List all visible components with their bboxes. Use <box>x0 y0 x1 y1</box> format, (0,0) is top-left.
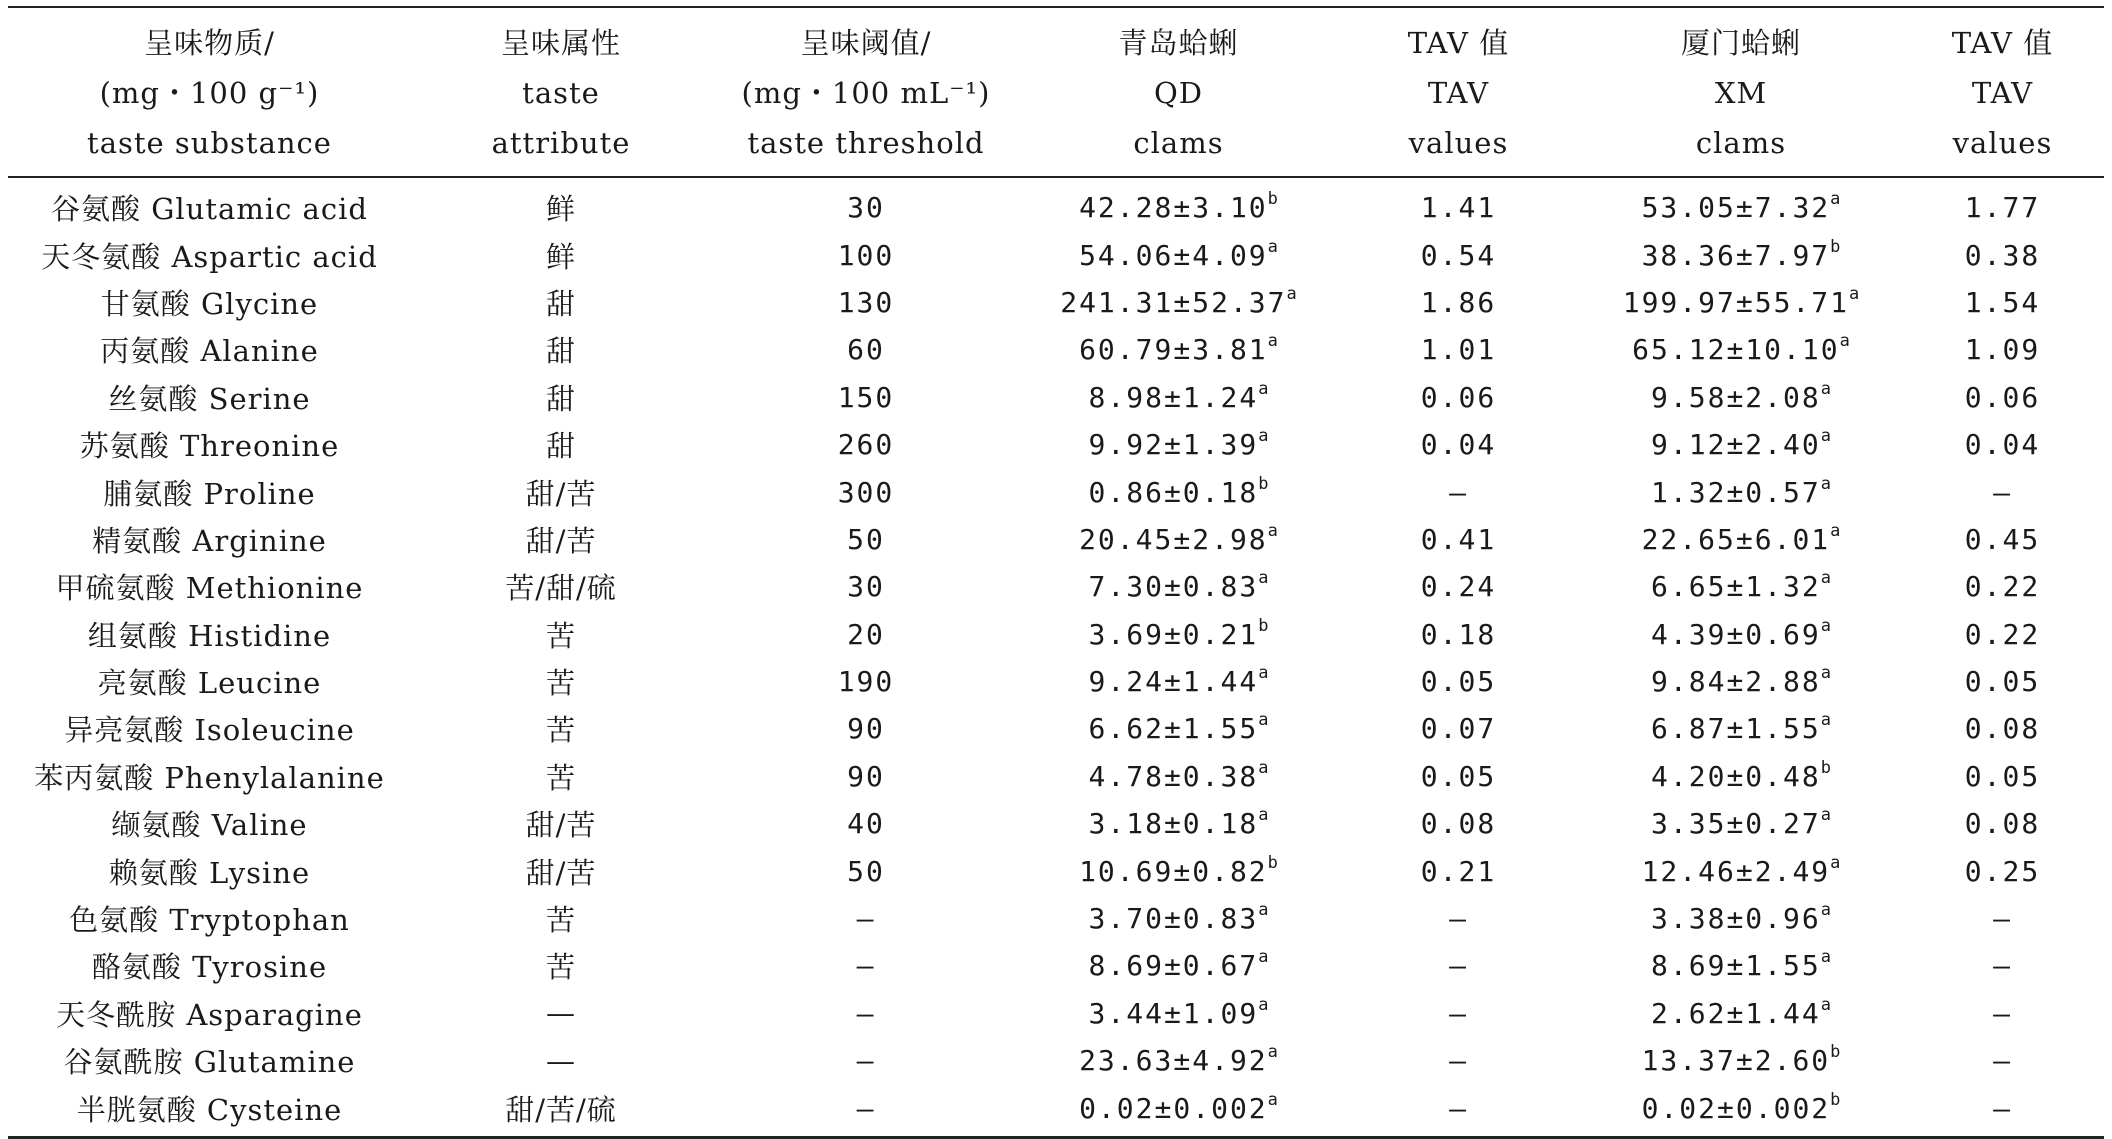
cell-qd-tav: — <box>1449 475 1468 509</box>
header-substance-cn: 呈味物质/ <box>144 26 275 60</box>
cell-xm-tav: — <box>1993 475 2012 509</box>
table-row <box>8 942 2104 989</box>
cell-xm-tav: 0.45 <box>1964 522 2041 556</box>
header-xm-tav-values: values <box>1901 118 2104 177</box>
cell-xm-tav: 0.08 <box>1964 712 2041 746</box>
cell-attribute: 苦 <box>545 618 576 653</box>
cell-attribute: 苦 <box>545 760 576 795</box>
cell-qd <box>1021 1037 1336 1084</box>
header-xm-cn: 厦门蛤蜊 <box>1680 26 1801 60</box>
header-row-2 <box>8 68 2104 118</box>
cell-qd <box>1021 753 1336 800</box>
header-threshold-cn: 呈味阈值/ <box>800 26 932 60</box>
cell-xm-tav: 0.38 <box>1964 238 2041 272</box>
qd-significance: a <box>1258 900 1269 921</box>
qd-significance: a <box>1267 1089 1278 1110</box>
qd-value: 3.18±0.18 <box>1088 807 1259 841</box>
cell-attribute: 鲜 <box>545 239 576 274</box>
xm-significance: a <box>1830 189 1841 210</box>
cell-qd-tav: 0.04 <box>1420 428 1497 462</box>
cell-attribute: 苦 <box>545 713 576 748</box>
qd-value: 4.78±0.38 <box>1088 759 1259 793</box>
xm-significance: a <box>1849 283 1860 304</box>
cell-qd-tav: 0.54 <box>1420 238 1497 272</box>
xm-value: 0.02±0.002 <box>1641 1091 1831 1125</box>
qd-value: 0.86±0.18 <box>1088 475 1259 509</box>
cell-xm <box>1581 1037 1901 1084</box>
xm-value: 4.20±0.48 <box>1651 759 1821 793</box>
cell-qd <box>1021 1084 1336 1131</box>
table-row <box>8 516 2104 563</box>
cell-substance: 酪氨酸 Tyrosine <box>91 950 328 985</box>
cell-qd-tav: 0.07 <box>1420 712 1497 746</box>
xm-value: 4.39±0.69 <box>1651 617 1821 651</box>
qd-significance: a <box>1258 568 1269 589</box>
qd-value: 9.24±1.44 <box>1088 665 1259 699</box>
cell-xm <box>1581 177 1901 231</box>
cell-threshold: — <box>856 902 876 936</box>
header-attribute-en-2: attribute <box>411 118 711 177</box>
cell-qd-tav: — <box>1449 949 1468 983</box>
xm-significance: a <box>1830 852 1841 873</box>
qd-value: 23.63±4.92 <box>1079 1044 1268 1078</box>
qd-value: 3.44±1.09 <box>1088 996 1259 1030</box>
cell-qd-tav: 0.05 <box>1420 665 1497 699</box>
qd-value: 7.30±0.83 <box>1088 570 1259 604</box>
header-attribute-cn: 呈味属性 <box>500 26 621 60</box>
cell-substance: 组氨酸 Histidine <box>87 618 332 653</box>
cell-xm-tav: — <box>1993 1044 2012 1078</box>
cell-substance: 甲硫氨酸 Methionine <box>55 571 364 606</box>
cell-qd <box>1021 705 1336 752</box>
cell-qd <box>1021 942 1336 989</box>
header-xm-en: clams <box>1581 118 1901 177</box>
cell-substance: 谷氨酰胺 Glutamine <box>63 1045 356 1080</box>
cell-attribute: 甜/苦 <box>525 476 597 511</box>
xm-value: 9.12±2.40 <box>1651 428 1821 462</box>
cell-substance: 天冬氨酸 Aspartic acid <box>41 239 378 274</box>
header-xm-tav-en: TAV <box>1971 76 2034 110</box>
qd-value: 9.92±1.39 <box>1088 428 1259 462</box>
cell-xm-tav: — <box>1993 996 2012 1030</box>
xm-value: 38.36±7.97 <box>1641 238 1831 272</box>
cell-qd-tav: — <box>1449 1091 1468 1125</box>
qd-significance: a <box>1258 710 1269 731</box>
table-row <box>8 611 2104 658</box>
cell-qd-tav: — <box>1449 996 1468 1030</box>
xm-value: 6.87±1.55 <box>1651 712 1821 746</box>
xm-significance: a <box>1820 994 1831 1015</box>
header-xm-tav-cn: TAV 值 <box>1951 26 2054 60</box>
qd-significance: a <box>1258 757 1269 778</box>
qd-significance: b <box>1267 852 1278 873</box>
qd-significance: b <box>1267 189 1278 210</box>
cell-xm <box>1581 847 1901 894</box>
xm-value: 1.32±0.57 <box>1651 475 1821 509</box>
cell-qd <box>1021 421 1336 468</box>
qd-value: 20.45±2.98 <box>1079 522 1268 556</box>
header-substance-unit: (mg・100 g⁻¹) <box>99 76 320 110</box>
qd-value: 60.79±3.81 <box>1079 333 1268 367</box>
cell-xm-tav: — <box>1993 949 2012 983</box>
xm-significance: a <box>1820 947 1831 968</box>
cell-qd <box>1021 847 1336 894</box>
header-qd-tav-en: TAV <box>1427 76 1490 110</box>
cell-qd <box>1021 563 1336 610</box>
xm-significance: b <box>1830 236 1841 257</box>
xm-significance: b <box>1830 1042 1841 1063</box>
qd-value: 42.28±3.10 <box>1079 191 1268 225</box>
xm-significance: a <box>1830 520 1841 541</box>
xm-significance: a <box>1820 710 1831 731</box>
xm-significance: a <box>1820 473 1831 494</box>
xm-significance: a <box>1820 615 1831 636</box>
qd-significance: a <box>1258 426 1269 447</box>
xm-significance: a <box>1820 805 1831 826</box>
table-header <box>8 0 2104 177</box>
cell-attribute: — <box>546 1043 576 1078</box>
cell-attribute: — <box>546 996 576 1031</box>
xm-significance: a <box>1820 663 1831 684</box>
cell-substance: 脯氨酸 Proline <box>103 476 316 511</box>
cell-attribute: 鲜 <box>545 192 576 227</box>
table-row <box>8 658 2104 705</box>
cell-threshold: 50 <box>847 854 885 888</box>
cell-qd-tav: — <box>1449 1044 1468 1078</box>
header-qd-code: QD <box>1153 76 1204 110</box>
cell-substance: 精氨酸 Arginine <box>92 523 327 558</box>
cell-threshold: 100 <box>837 238 895 272</box>
cell-substance: 异亮氨酸 Isoleucine <box>64 713 355 748</box>
cell-qd-tav: 0.21 <box>1420 854 1497 888</box>
table-row <box>8 468 2104 515</box>
cell-xm <box>1581 279 1901 326</box>
cell-qd <box>1021 177 1336 231</box>
cell-qd-tav: 0.18 <box>1420 617 1497 651</box>
cell-threshold: 20 <box>847 617 885 651</box>
cell-threshold: 130 <box>837 285 895 319</box>
cell-threshold: 50 <box>847 522 885 556</box>
cell-qd <box>1021 326 1336 373</box>
xm-value: 12.46±2.49 <box>1641 854 1831 888</box>
cell-qd-tav: 1.86 <box>1420 285 1497 319</box>
xm-value: 22.65±6.01 <box>1641 522 1831 556</box>
qd-significance: a <box>1258 994 1269 1015</box>
cell-xm <box>1581 516 1901 563</box>
cell-attribute: 甜/苦 <box>525 808 597 843</box>
cell-qd <box>1021 990 1336 1037</box>
cell-substance: 丙氨酸 Alanine <box>100 334 319 369</box>
table-row <box>8 421 2104 468</box>
cell-qd <box>1021 374 1336 421</box>
cell-threshold: 190 <box>837 665 895 699</box>
table-row <box>8 1037 2104 1084</box>
xm-significance: a <box>1839 331 1850 352</box>
xm-significance: a <box>1820 900 1831 921</box>
cell-xm-tav: 0.05 <box>1964 759 2041 793</box>
qd-significance: a <box>1267 1042 1278 1063</box>
header-row-1 <box>8 0 2104 68</box>
qd-value: 0.02±0.002 <box>1079 1091 1268 1125</box>
cell-xm <box>1581 895 1901 942</box>
cell-substance: 半胱氨酸 Cysteine <box>76 1092 343 1127</box>
cell-qd <box>1021 895 1336 942</box>
table-row <box>8 1084 2104 1131</box>
cell-qd-tav: 0.24 <box>1420 570 1497 604</box>
xm-value: 3.35±0.27 <box>1651 807 1821 841</box>
cell-threshold: 260 <box>837 428 895 462</box>
cell-xm <box>1581 705 1901 752</box>
cell-substance: 赖氨酸 Lysine <box>108 855 311 890</box>
qd-value: 8.69±0.67 <box>1088 949 1259 983</box>
cell-attribute: 苦/甜/硫 <box>505 571 617 606</box>
cell-qd <box>1021 611 1336 658</box>
cell-threshold: — <box>856 1091 876 1125</box>
cell-attribute: 苦 <box>545 950 576 985</box>
cell-qd-tav: 1.41 <box>1420 191 1497 225</box>
cell-substance: 缬氨酸 Valine <box>111 808 308 843</box>
table-row <box>8 326 2104 373</box>
cell-threshold: 90 <box>847 712 885 746</box>
cell-attribute: 甜 <box>545 334 576 369</box>
header-threshold-unit: (mg・100 mL⁻¹) <box>741 76 991 110</box>
cell-xm <box>1581 563 1901 610</box>
cell-xm <box>1581 1084 1901 1131</box>
cell-threshold: — <box>856 1044 876 1078</box>
table-row <box>8 990 2104 1037</box>
cell-xm <box>1581 800 1901 847</box>
xm-value: 13.37±2.60 <box>1641 1044 1831 1078</box>
cell-substance: 谷氨酸 Glutamic acid <box>51 192 368 227</box>
qd-value: 3.69±0.21 <box>1088 617 1259 651</box>
table-body <box>8 177 2104 1132</box>
xm-significance: a <box>1820 568 1831 589</box>
header-threshold-en: taste threshold <box>711 118 1021 177</box>
cell-xm <box>1581 753 1901 800</box>
cell-xm <box>1581 611 1901 658</box>
cell-qd <box>1021 468 1336 515</box>
cell-substance: 亮氨酸 Leucine <box>97 666 322 701</box>
qd-significance: a <box>1267 331 1278 352</box>
cell-xm-tav: — <box>1993 902 2012 936</box>
cell-xm <box>1581 421 1901 468</box>
xm-value: 8.69±1.55 <box>1651 949 1821 983</box>
cell-attribute: 苦 <box>545 903 576 938</box>
cell-xm-tav: 1.77 <box>1964 191 2041 225</box>
cell-threshold: — <box>856 949 876 983</box>
cell-xm <box>1581 468 1901 515</box>
cell-attribute: 甜/苦/硫 <box>505 1092 617 1127</box>
qd-significance: a <box>1267 520 1278 541</box>
qd-value: 10.69±0.82 <box>1079 854 1268 888</box>
header-row-3 <box>8 118 2104 177</box>
xm-value: 199.97±55.71 <box>1622 285 1850 319</box>
table-row <box>8 177 2104 231</box>
xm-value: 3.38±0.96 <box>1651 902 1821 936</box>
xm-significance: a <box>1820 426 1831 447</box>
table-row <box>8 800 2104 847</box>
header-substance-en: taste substance <box>8 118 411 177</box>
cell-attribute: 苦 <box>545 666 576 701</box>
cell-qd-tav: 0.06 <box>1420 380 1497 414</box>
cell-xm-tav: 0.06 <box>1964 380 2041 414</box>
cell-substance: 天冬酰胺 Asparagine <box>56 997 363 1032</box>
cell-xm <box>1581 942 1901 989</box>
cell-xm <box>1581 990 1901 1037</box>
cell-xm-tav: 0.22 <box>1964 570 2041 604</box>
amino-acid-taste-table-wrapper <box>8 0 2104 1132</box>
cell-xm-tav: 0.22 <box>1964 617 2041 651</box>
xm-value: 9.84±2.88 <box>1651 665 1821 699</box>
cell-attribute: 甜 <box>545 381 576 416</box>
cell-threshold: 30 <box>847 570 885 604</box>
qd-significance: a <box>1258 378 1269 399</box>
qd-value: 3.70±0.83 <box>1088 902 1259 936</box>
cell-qd-tav: 1.01 <box>1420 333 1497 367</box>
cell-threshold: 40 <box>847 807 885 841</box>
qd-value: 6.62±1.55 <box>1088 712 1259 746</box>
cell-threshold: 60 <box>847 333 885 367</box>
cell-xm <box>1581 231 1901 278</box>
header-qd-en: clams <box>1021 118 1336 177</box>
cell-threshold: 90 <box>847 759 885 793</box>
table-row <box>8 231 2104 278</box>
cell-threshold: 300 <box>837 475 895 509</box>
cell-qd <box>1021 231 1336 278</box>
xm-value: 53.05±7.32 <box>1641 191 1831 225</box>
cell-attribute: 甜/苦 <box>525 855 597 890</box>
cell-qd-tav: — <box>1449 902 1468 936</box>
cell-xm-tav: 1.54 <box>1964 285 2041 319</box>
qd-value: 54.06±4.09 <box>1079 238 1268 272</box>
cell-xm-tav: 0.05 <box>1964 665 2041 699</box>
qd-significance: a <box>1258 947 1269 968</box>
cell-attribute: 甜 <box>545 429 576 464</box>
cell-xm-tav: — <box>1993 1091 2012 1125</box>
cell-threshold: 30 <box>847 191 885 225</box>
cell-substance: 甘氨酸 Glycine <box>100 286 319 321</box>
table-row <box>8 374 2104 421</box>
cell-qd <box>1021 279 1336 326</box>
cell-threshold: — <box>856 996 876 1030</box>
xm-significance: b <box>1830 1089 1841 1110</box>
cell-attribute: 甜/苦 <box>525 523 597 558</box>
amino-acid-taste-table <box>8 0 2104 1132</box>
cell-qd <box>1021 658 1336 705</box>
cell-xm <box>1581 658 1901 705</box>
cell-qd-tav: 0.05 <box>1420 759 1497 793</box>
cell-xm-tav: 1.09 <box>1964 333 2041 367</box>
xm-value: 6.65±1.32 <box>1651 570 1821 604</box>
cell-substance: 苏氨酸 Threonine <box>79 429 340 464</box>
cell-qd <box>1021 516 1336 563</box>
qd-significance: a <box>1267 236 1278 257</box>
qd-significance: a <box>1258 663 1269 684</box>
xm-value: 65.12±10.10 <box>1632 333 1840 367</box>
cell-xm <box>1581 326 1901 373</box>
cell-qd-tav: 0.08 <box>1420 807 1497 841</box>
table-row <box>8 279 2104 326</box>
xm-value: 9.58±2.08 <box>1651 380 1821 414</box>
qd-significance: a <box>1258 805 1269 826</box>
cell-attribute: 甜 <box>545 286 576 321</box>
xm-value: 2.62±1.44 <box>1651 996 1821 1030</box>
qd-significance: a <box>1286 283 1297 304</box>
cell-threshold: 150 <box>837 380 895 414</box>
cell-xm-tav: 0.08 <box>1964 807 2041 841</box>
cell-xm-tav: 0.25 <box>1964 854 2041 888</box>
cell-substance: 色氨酸 Tryptophan <box>69 903 350 938</box>
xm-significance: b <box>1820 757 1831 778</box>
table-row <box>8 895 2104 942</box>
table-row <box>8 847 2104 894</box>
table-row <box>8 705 2104 752</box>
table-row <box>8 753 2104 800</box>
cell-xm-tav: 0.04 <box>1964 428 2041 462</box>
header-qd-tav-values: values <box>1336 118 1581 177</box>
qd-value: 241.31±52.37 <box>1060 285 1287 319</box>
header-qd-tav-cn: TAV 值 <box>1407 26 1510 60</box>
table-row <box>8 563 2104 610</box>
header-attribute-en-1: taste <box>522 76 600 110</box>
qd-significance: b <box>1258 615 1269 636</box>
qd-value: 8.98±1.24 <box>1088 380 1259 414</box>
cell-qd <box>1021 800 1336 847</box>
qd-significance: b <box>1258 473 1269 494</box>
cell-xm <box>1581 374 1901 421</box>
cell-substance: 丝氨酸 Serine <box>108 381 311 416</box>
xm-significance: a <box>1820 378 1831 399</box>
cell-qd-tav: 0.41 <box>1420 522 1497 556</box>
header-qd-cn: 青岛蛤蜊 <box>1118 26 1239 60</box>
cell-substance: 苯丙氨酸 Phenylalanine <box>34 760 385 795</box>
header-xm-code: XM <box>1714 76 1768 110</box>
